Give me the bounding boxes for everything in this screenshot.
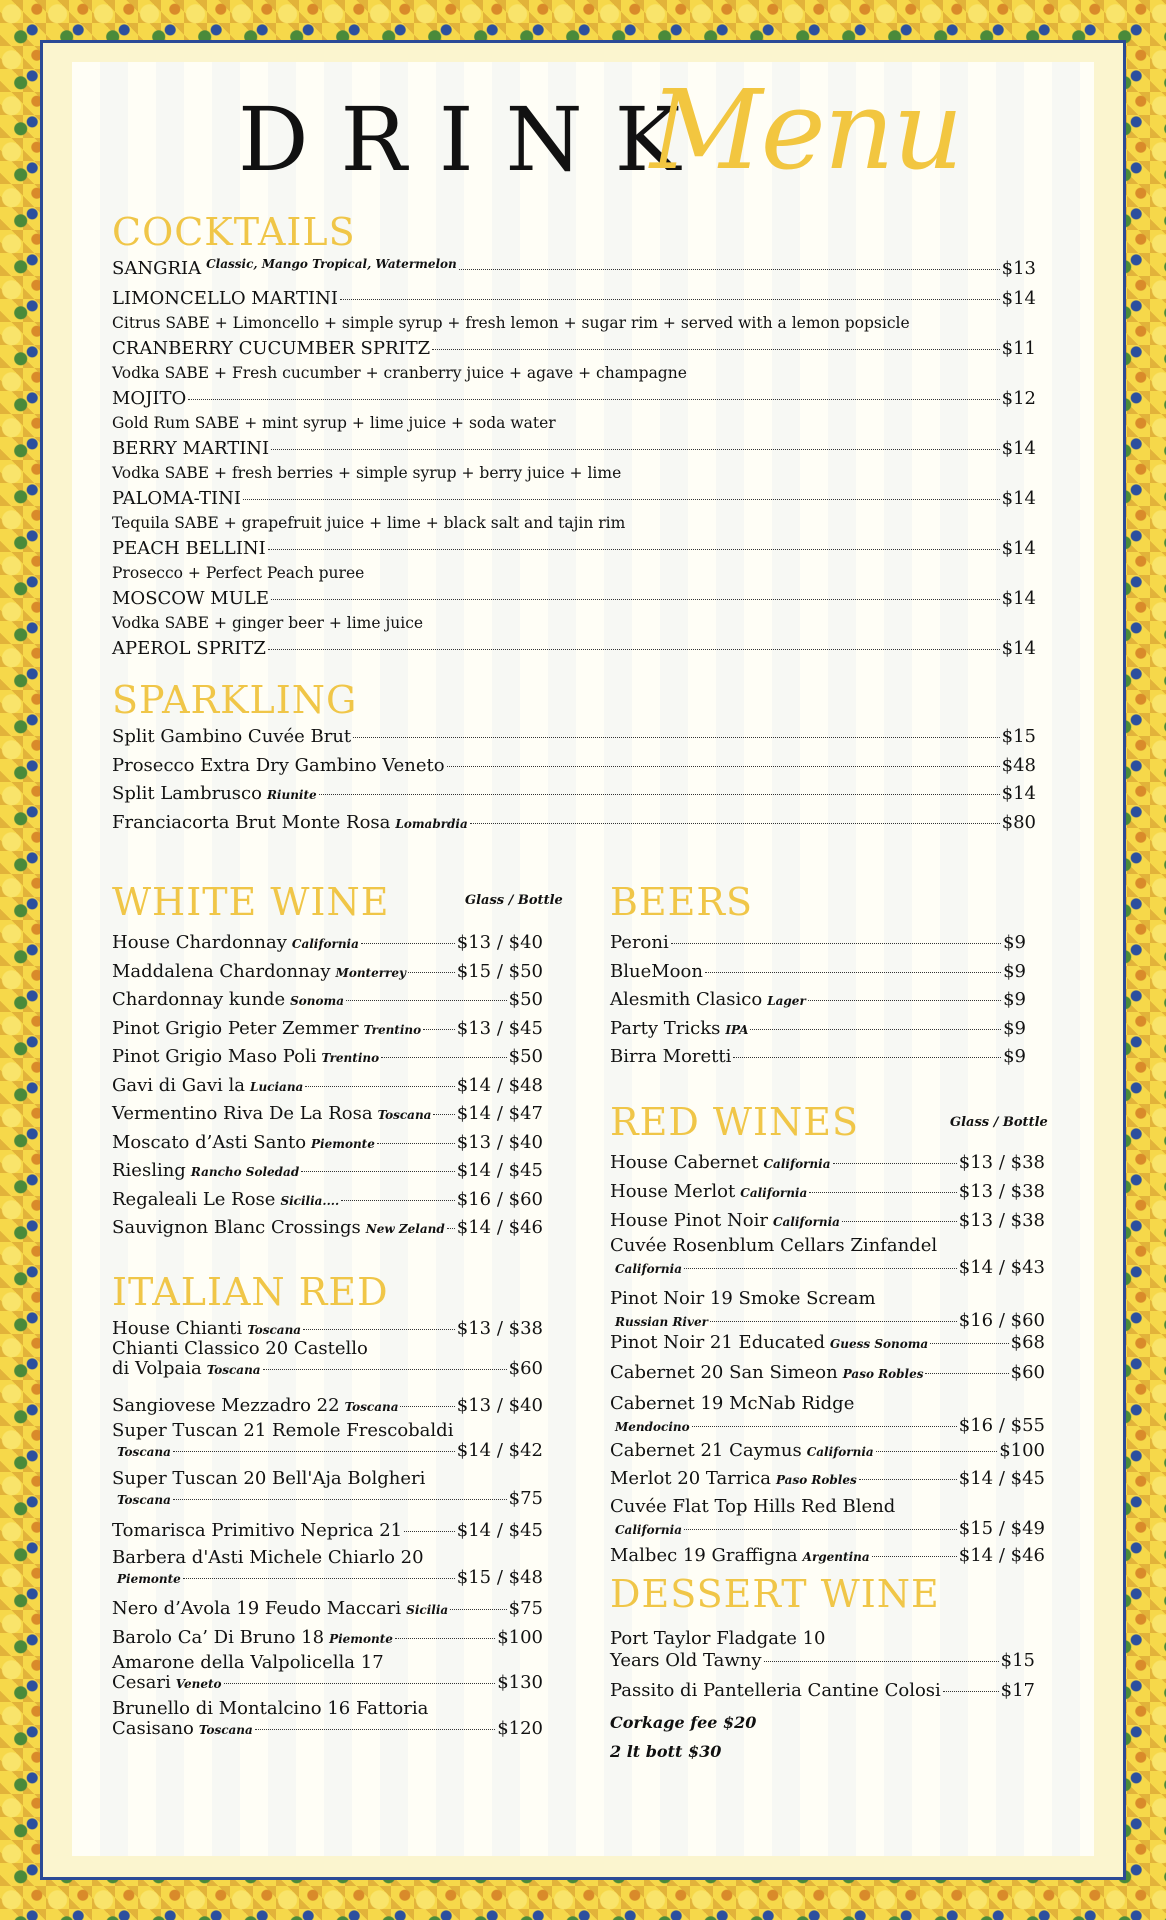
glass-bottle-label: Glass / Bottle: [950, 1115, 1048, 1130]
cocktail-row: [112, 258, 1036, 279]
dessert-wine-row: [610, 1680, 1035, 1701]
dot-leader: [842, 1221, 957, 1222]
beer-row: [610, 1018, 1026, 1039]
italian-red-row: [112, 1598, 543, 1619]
white-wine-row: [112, 1103, 543, 1124]
item-price: $14: [1001, 538, 1036, 559]
item-region: Toscana: [198, 1723, 253, 1737]
item-price: $60: [508, 1358, 543, 1379]
item-region: California: [615, 1523, 682, 1537]
dot-leader: [692, 1426, 957, 1427]
item-price: $14: [1001, 783, 1036, 804]
item-region: IPA: [725, 1022, 749, 1037]
item-name: Passito di Pantelleria Cantine Colosi: [610, 1680, 941, 1701]
item-name: Pinot Noir 21 Educated: [610, 1332, 826, 1353]
dot-leader: [671, 943, 1001, 944]
item-name: House Chianti: [112, 1318, 243, 1339]
item-name: APEROL SPRITZ: [112, 638, 266, 659]
item-description: Citrus SABE + Limoncello + simple syrup + fresh lemon + sugar rim + served with a lemon popsicle: [112, 314, 910, 332]
red-wine-row: [610, 1362, 1045, 1383]
sparkling-row: [112, 783, 1036, 804]
item-price: $9: [1003, 989, 1026, 1010]
dessert-wine-row: [610, 1650, 1035, 1671]
item-name: SANGRIA: [112, 258, 202, 279]
item-price: $13 / $40: [456, 932, 543, 953]
dot-leader: [470, 823, 1000, 824]
dot-leader: [432, 349, 999, 350]
item-name-line1: Amarone della Valpolicella 17: [112, 1652, 384, 1673]
red-wine-row: [610, 1210, 1045, 1231]
item-price: $12: [1001, 388, 1036, 409]
item-name: Peroni: [610, 932, 669, 953]
red-wine-row: [610, 1440, 1045, 1461]
section-title-dessert-wine: DESSERT WINE: [610, 1572, 940, 1616]
dot-leader: [876, 1451, 998, 1452]
item-name-line1: Brunello di Montalcino 16 Fattoria: [112, 1698, 429, 1719]
item-region: Toscana: [206, 1363, 261, 1377]
beer-row: [610, 989, 1026, 1010]
item-name: CRANBERRY CUCUMBER SPRITZ: [112, 338, 431, 359]
italian-red-row: [112, 1395, 543, 1416]
item-name-line1: Port Taylor Fladgate 10: [610, 1628, 826, 1649]
item-price: $14 / $48: [456, 1074, 543, 1096]
dot-leader: [809, 1192, 957, 1193]
item-name: Regaleali Le Rose: [112, 1188, 276, 1210]
dot-leader: [450, 1609, 506, 1610]
cocktail-row: [112, 288, 1036, 309]
item-name-line1: Chianti Classico 20 Castello: [112, 1338, 368, 1359]
dot-leader: [925, 1373, 1008, 1374]
dot-leader: [340, 299, 1000, 300]
italian-red-row: [112, 1358, 543, 1379]
item-price: $15 / $49: [958, 1518, 1045, 1539]
red-wine-row: [610, 1415, 1045, 1436]
item-region: Piemonte: [117, 1572, 181, 1586]
item-name: Cesari: [112, 1672, 171, 1693]
sparkling-row: [112, 726, 1036, 747]
item-region: Paso Robles: [842, 1367, 924, 1381]
item-price: $16 / $55: [958, 1415, 1045, 1436]
dot-leader: [268, 549, 1000, 550]
item-price: $100: [999, 1440, 1045, 1461]
white-wine-row: [112, 1046, 543, 1067]
item-price: $11: [1001, 338, 1036, 359]
dot-leader: [395, 1638, 495, 1639]
item-name: Moscato d’Asti Santo: [112, 1131, 307, 1153]
item-name: Pinot Grigio Maso Poli: [112, 1046, 317, 1067]
item-name: BlueMoon: [610, 960, 703, 982]
section-title-white-wine: WHITE WINE: [112, 880, 390, 924]
item-name: Pinot Grigio Peter Zemmer: [112, 1017, 359, 1039]
cocktail-row: [112, 338, 1036, 359]
cocktail-row: [112, 388, 1036, 409]
item-region: Toscana: [377, 1108, 432, 1122]
item-name: House Merlot: [610, 1181, 736, 1202]
item-name-line1: Super Tuscan 20 Bell'Aja Bolgheri: [112, 1468, 426, 1489]
item-price: $14: [1001, 588, 1036, 609]
item-region: Russian River: [615, 1315, 708, 1329]
dot-leader: [188, 399, 999, 400]
italian-red-row: [112, 1440, 543, 1461]
white-wine-row: [112, 1075, 543, 1096]
dot-leader: [224, 1683, 496, 1684]
dot-leader: [303, 1329, 455, 1330]
red-wine-row: [610, 1545, 1045, 1566]
item-region: Riunite: [266, 788, 317, 802]
item-description: Gold Rum SABE + mint syrup + lime juice + soda water: [112, 414, 556, 432]
item-name: Split Lambrusco: [112, 783, 262, 804]
item-name: Split Gambino Cuvée Brut: [112, 726, 352, 747]
cocktail-row: [112, 538, 1036, 559]
red-wine-row: [610, 1332, 1045, 1353]
item-price: $50: [508, 989, 543, 1010]
dot-leader: [173, 1499, 507, 1500]
corkage-note: Corkage fee $20: [610, 1713, 757, 1732]
item-name: Cabernet 21 Caymus: [610, 1440, 802, 1461]
item-price: $14: [1001, 488, 1036, 509]
beer-row: [610, 932, 1026, 953]
item-name-line1: Super Tuscan 21 Remole Frescobaldi: [112, 1420, 454, 1441]
beer-row: [610, 1046, 1026, 1067]
white-wine-row: [112, 1189, 543, 1210]
red-wine-row: [610, 1310, 1045, 1331]
section-title-beers: BEERS: [610, 880, 754, 924]
item-description: Vodka SABE + ginger beer + lime juice: [112, 614, 424, 632]
red-wine-row: [610, 1257, 1045, 1278]
dot-leader: [930, 1343, 1008, 1344]
item-name: Birra Moretti: [610, 1046, 732, 1067]
item-price: $9: [1003, 932, 1026, 953]
item-price: $14 / $45: [958, 1468, 1045, 1489]
item-region: Toscana: [117, 1493, 171, 1507]
item-price: $15 / $50: [456, 960, 543, 982]
title-menu: Menu: [650, 66, 962, 194]
item-name-line1: Cabernet 19 McNab Ridge: [610, 1393, 855, 1414]
dot-leader: [459, 269, 1000, 270]
dot-leader: [381, 1057, 507, 1058]
item-price: $14 / $47: [456, 1103, 543, 1124]
item-region: Monterrey: [335, 965, 406, 980]
white-wine-row: [112, 1132, 543, 1153]
red-wine-row: [610, 1468, 1045, 1489]
item-price: $130: [497, 1672, 543, 1693]
item-name: House Chardonnay: [112, 932, 287, 953]
italian-red-row: [112, 1718, 543, 1739]
item-description: Vodka SABE + Fresh cucumber + cranberry juice + agave + champagne: [112, 364, 687, 382]
item-price: $13 / $40: [456, 1395, 543, 1416]
dot-leader: [943, 1691, 999, 1692]
item-name: Cabernet 20 San Simeon: [610, 1362, 838, 1383]
item-region: Luciana: [250, 1079, 304, 1094]
item-region: Toscana: [344, 1400, 399, 1414]
item-price: $13 / $38: [456, 1318, 543, 1339]
item-price: $13 / $45: [456, 1017, 543, 1039]
item-region: Argentina: [802, 1550, 870, 1564]
dot-leader: [684, 1268, 957, 1269]
dot-leader: [243, 499, 1000, 500]
white-wine-row: [112, 1217, 543, 1238]
item-name: House Pinot Noir: [610, 1210, 768, 1231]
item-price: $14 / $46: [958, 1545, 1045, 1566]
item-price: $48: [1001, 754, 1036, 776]
item-name-line1: Barbera d'Asti Michele Chiarlo 20: [112, 1547, 424, 1568]
dot-leader: [271, 449, 999, 450]
item-price: $13: [1001, 258, 1036, 279]
dot-leader: [346, 1000, 507, 1001]
item-price: $15: [1000, 1650, 1035, 1671]
item-region: Lager: [767, 994, 806, 1008]
cocktail-row: [112, 588, 1036, 609]
item-region: Lomabrdia: [395, 816, 468, 831]
item-flavors: Classic, Mango Tropical, Watermelon: [206, 257, 457, 271]
item-name: Nero d’Avola 19 Feudo Maccari: [112, 1598, 402, 1619]
section-title-cocktails: COCKTAILS: [112, 210, 356, 254]
item-price: $14: [1001, 288, 1036, 309]
item-price: $75: [508, 1598, 543, 1619]
item-price: $16 / $60: [958, 1310, 1045, 1331]
italian-red-row: [112, 1488, 543, 1509]
item-name: Sauvignon Blanc Crossings: [112, 1217, 361, 1238]
item-price: $15: [1001, 726, 1036, 747]
dot-leader: [404, 1531, 455, 1532]
dot-leader: [859, 1479, 957, 1480]
red-wine-row: [610, 1518, 1045, 1539]
item-description: Tequila SABE + grapefruit juice + lime + black salt and tajin rim: [112, 514, 626, 532]
item-name: PALOMA-TINI: [112, 488, 242, 509]
item-region: New Zeland: [365, 1222, 445, 1236]
white-wine-row: [112, 989, 543, 1010]
dot-leader: [341, 1200, 455, 1201]
menu-header: [0, 66, 1166, 194]
dot-leader: [833, 1163, 957, 1164]
item-region: California: [763, 1157, 831, 1171]
item-region: California: [291, 937, 359, 951]
item-region: California: [615, 1262, 682, 1276]
item-region: Rancho Soledad: [190, 1165, 300, 1179]
item-name: House Cabernet: [610, 1152, 759, 1173]
italian-red-row: [112, 1318, 543, 1339]
cocktail-row: [112, 438, 1036, 459]
item-price: $14 / $46: [456, 1217, 543, 1238]
dot-leader: [423, 1029, 455, 1030]
item-name: di Volpaia: [112, 1358, 202, 1379]
dot-leader: [271, 599, 1000, 600]
item-description: Prosecco + Perfect Peach puree: [112, 564, 365, 582]
item-price: $14 / $45: [456, 1520, 543, 1541]
item-price: $60: [1010, 1362, 1045, 1383]
item-name: Prosecco Extra Dry Gambino Veneto: [112, 754, 445, 776]
dot-leader: [400, 1406, 454, 1407]
item-name: Maddalena Chardonnay: [112, 960, 331, 982]
italian-red-row: [112, 1567, 543, 1588]
item-region: Trentino: [363, 1022, 422, 1037]
cocktail-row: [112, 638, 1036, 659]
item-region: Mendocino: [615, 1420, 690, 1434]
sparkling-row: [112, 812, 1036, 833]
title-drink: DRINK: [238, 88, 713, 191]
item-price: $16 / $60: [456, 1188, 543, 1210]
dot-leader: [305, 1086, 454, 1087]
item-name: BERRY MARTINI: [112, 438, 270, 459]
item-price: $17: [1000, 1680, 1035, 1701]
item-price: $50: [508, 1046, 543, 1067]
item-name: Tomarisca Primitivo Neprica 21: [112, 1520, 403, 1541]
white-wine-row: [112, 961, 543, 982]
item-price: $13 / $38: [958, 1152, 1045, 1173]
item-name: Sangiovese Mezzadro 22: [112, 1395, 340, 1416]
item-region: Trentino: [321, 1051, 380, 1065]
item-name: MOJITO: [112, 388, 187, 409]
dot-leader: [319, 794, 1000, 795]
item-price: $14: [1001, 638, 1036, 659]
item-price: $9: [1003, 1017, 1026, 1039]
item-price: $13 / $38: [958, 1210, 1045, 1231]
dot-leader: [808, 1000, 1001, 1001]
item-price: $15 / $48: [456, 1567, 543, 1588]
item-name: Casisano: [112, 1718, 194, 1739]
dot-leader: [268, 649, 1000, 650]
dot-leader: [684, 1529, 957, 1530]
item-region: Toscana: [117, 1445, 171, 1459]
italian-red-row: [112, 1672, 543, 1693]
dot-leader: [764, 1661, 999, 1662]
item-name: MOSCOW MULE: [112, 588, 269, 609]
section-title-italian-red: ITALIAN RED: [112, 1270, 389, 1314]
item-name: Merlot 20 Tarrica: [610, 1468, 771, 1489]
item-name-line1: Pinot Noir 19 Smoke Scream: [610, 1288, 876, 1309]
item-price: $14: [1001, 438, 1036, 459]
dot-leader: [255, 1729, 495, 1730]
item-region: Sicilia: [406, 1603, 449, 1617]
dot-leader: [705, 972, 1001, 973]
dot-leader: [447, 766, 1000, 767]
item-price: $80: [1001, 811, 1036, 833]
item-region: Toscana: [247, 1323, 302, 1337]
dot-leader: [183, 1578, 455, 1579]
white-wine-row: [112, 1018, 543, 1039]
cocktail-row: [112, 488, 1036, 509]
item-name: Vermentino Riva De La Rosa: [112, 1103, 373, 1124]
item-region: Sicilia....: [280, 1193, 340, 1208]
item-name: Franciacorta Brut Monte Rosa: [112, 811, 391, 833]
item-price: $9: [1003, 960, 1026, 982]
red-wine-row: [610, 1152, 1045, 1173]
dot-leader: [263, 1369, 507, 1370]
item-price: $9: [1003, 1046, 1026, 1067]
dot-leader: [447, 1228, 455, 1229]
dot-leader: [433, 1114, 454, 1115]
white-wine-row: [112, 1160, 543, 1181]
item-name: PEACH BELLINI: [112, 538, 266, 559]
red-wine-row: [610, 1181, 1045, 1202]
item-name: Barolo Ca’ Di Bruno 18: [112, 1627, 325, 1648]
dot-leader: [872, 1556, 957, 1557]
italian-red-row: [112, 1627, 543, 1648]
item-region: California: [806, 1445, 874, 1459]
dot-leader: [733, 1057, 1001, 1058]
item-region: California: [740, 1186, 808, 1200]
item-name: LIMONCELLO MARTINI: [112, 288, 338, 309]
item-name-line1: Cuvée Rosenblum Cellars Zinfandel: [610, 1235, 938, 1256]
sparkling-row: [112, 755, 1036, 776]
item-price: $68: [1010, 1332, 1045, 1353]
dot-leader: [361, 943, 455, 944]
item-name: Malbec 19 Graffigna: [610, 1545, 798, 1566]
item-region: Veneto: [175, 1677, 222, 1691]
item-price: $14 / $43: [958, 1257, 1045, 1278]
glass-bottle-label: Glass / Bottle: [465, 893, 563, 908]
item-price: $14 / $45: [456, 1160, 543, 1181]
item-name: Gavi di Gavi la: [112, 1074, 246, 1096]
item-name-line1: Cuvée Flat Top Hills Red Blend: [610, 1496, 896, 1517]
white-wine-row: [112, 932, 543, 953]
item-name: Party Tricks: [610, 1017, 721, 1039]
item-price: $75: [508, 1488, 543, 1509]
item-price: $100: [497, 1627, 543, 1648]
bottle-note: 2 lt bott $30: [610, 1742, 722, 1761]
item-region: Piemonte: [311, 1136, 375, 1151]
item-price: $14 / $42: [456, 1440, 543, 1461]
item-name: Years Old Tawny: [610, 1650, 762, 1671]
item-region: Guess Sonoma: [830, 1337, 929, 1351]
item-name: Chardonnay kunde: [112, 989, 286, 1010]
dot-leader: [301, 1171, 455, 1172]
section-title-red-wines: RED WINES: [610, 1100, 859, 1144]
section-title-sparkling: SPARKLING: [112, 678, 358, 722]
item-region: Paso Robles: [775, 1473, 857, 1487]
item-description: Vodka SABE + fresh berries + simple syrup + berry juice + lime: [112, 464, 622, 482]
dot-leader: [353, 737, 999, 738]
item-region: Piemonte: [329, 1632, 393, 1646]
item-price: $13 / $40: [456, 1131, 543, 1153]
item-region: Sonoma: [290, 994, 345, 1008]
item-price: $120: [497, 1718, 543, 1739]
italian-red-row: [112, 1520, 543, 1541]
beer-row: [610, 961, 1026, 982]
dot-leader: [750, 1029, 1001, 1030]
item-region: California: [772, 1215, 840, 1229]
dot-leader: [173, 1451, 455, 1452]
item-name: Riesling: [112, 1160, 186, 1181]
dot-leader: [377, 1143, 455, 1144]
item-name: Alesmith Clasico: [610, 989, 763, 1010]
dot-leader: [710, 1321, 957, 1322]
item-price: $13 / $38: [958, 1181, 1045, 1202]
dot-leader: [408, 972, 455, 973]
